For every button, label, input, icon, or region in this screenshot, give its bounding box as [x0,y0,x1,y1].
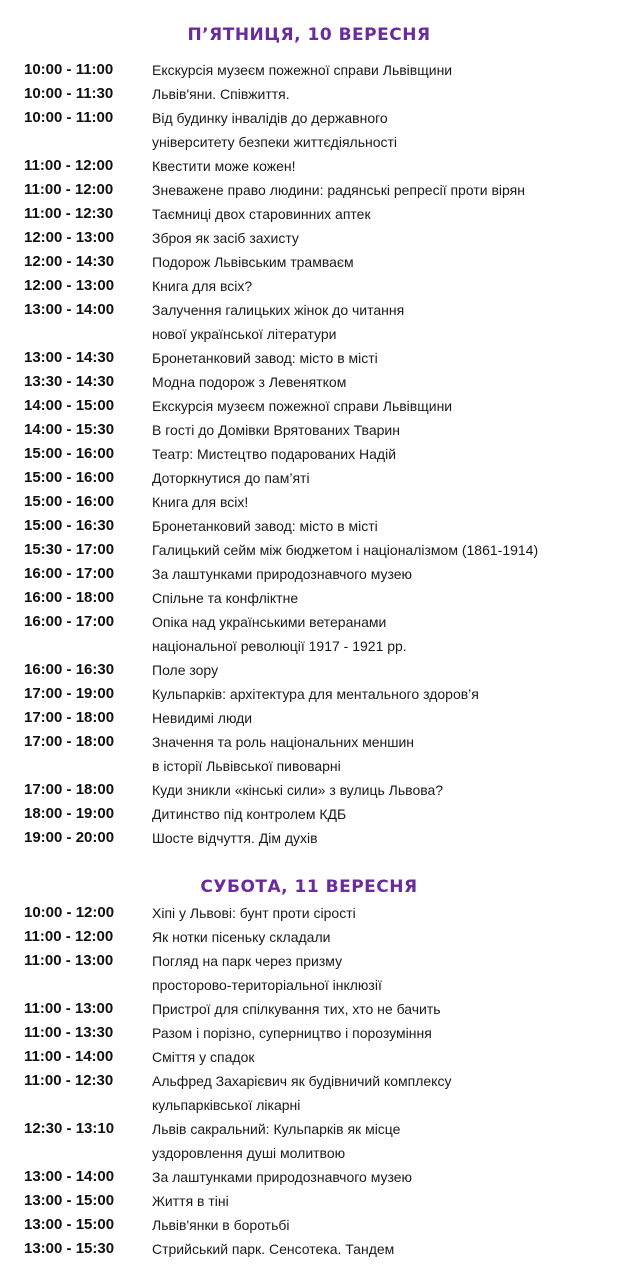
schedule-event [0,396,618,416]
event-title [152,492,618,512]
schedule-event [0,108,618,152]
event-title [152,1239,618,1259]
event-time: 10:00 - 11:00 [24,61,114,78]
schedule-event [0,612,618,656]
event-title-line: Доторкнутися до пам’яті [152,470,310,486]
event-title-line: Погляд на парк через призму [152,953,343,969]
event-time: 11:00 - 13:30 [24,1024,114,1041]
event-title [152,228,618,248]
event-time: 13:00 - 14:00 [24,301,115,318]
event-time: 16:00 - 17:00 [24,565,115,582]
schedule-event [0,927,618,947]
event-title-line: університету безпеки життєдіяльності [152,134,398,150]
schedule-event [0,444,618,464]
schedule-event [0,708,618,728]
event-title-line: Таємниці двох старовинних аптек [152,206,371,222]
event-title-line: Книга для всіх! [152,494,249,510]
event-time: 12:00 - 13:00 [24,229,115,246]
event-title [152,927,618,947]
event-title-line: Від будинку інвалідів до державного [152,110,388,126]
event-title-line: Життя в тіні [152,1193,229,1209]
schedule-event [0,228,618,248]
event-title [152,60,618,80]
event-title [152,1191,618,1211]
event-title [152,468,618,488]
schedule-event [0,420,618,440]
event-title [152,300,618,344]
schedule-event [0,204,618,224]
event-title [152,708,618,728]
event-title [152,732,618,776]
event-title-line: Бронетанковий завод: місто в місті [152,350,378,366]
event-title [152,108,618,152]
event-title-line: Кульпарків: архітектура для ментального здоров’я [152,686,479,702]
schedule-event [0,516,618,536]
event-title-line: Значення та роль національних меншин [152,734,415,750]
event-title [152,420,618,440]
schedule-event [0,564,618,584]
schedule-event [0,780,618,800]
event-time: 12:00 - 13:00 [24,277,115,294]
event-title-line: Стрийський парк. Сенсотека. Тандем [152,1241,395,1257]
schedule-list-friday [0,60,618,852]
event-title-line: Екскурсія музеєм пожежної справи Львівщини [152,398,453,414]
event-time: 11:00 - 12:30 [24,1072,114,1089]
event-time: 13:00 - 14:00 [24,1168,115,1185]
event-time: 15:00 - 16:30 [24,517,115,534]
event-title [152,999,618,1019]
event-time: 13:30 - 14:30 [24,373,115,390]
schedule-event [0,828,618,848]
event-time: 11:00 - 13:00 [24,1000,114,1017]
event-time: 10:00 - 11:00 [24,109,114,126]
event-title [152,516,618,536]
schedule-event [0,468,618,488]
event-title-line: Альфред Захарієвич як будівничий комплексу [152,1073,452,1089]
event-title-line: Театр: Мистецтво подарованих Надій [152,446,397,462]
event-title-line: Квестити може кожен! [152,158,296,174]
event-time: 11:00 - 12:00 [24,181,114,198]
event-title [152,156,618,176]
schedule-list-saturday [0,903,618,1263]
schedule-event [0,156,618,176]
event-title-line: Разом і порізно, суперництво і порозуміння [152,1025,432,1041]
event-title-line: Поле зору [152,662,219,678]
event-title-line: просторово-територіальної інклюзії [152,977,382,993]
event-title [152,204,618,224]
event-time: 11:00 - 12:30 [24,205,114,222]
schedule-event [0,1071,618,1115]
event-title-line: Книга для всіх? [152,278,253,294]
event-time: 12:00 - 14:30 [24,253,115,270]
event-time: 13:00 - 14:30 [24,349,115,366]
event-time: 18:00 - 19:00 [24,805,115,822]
schedule-event [0,732,618,776]
event-title-line: За лаштунками природознавчого музею [152,1169,413,1185]
event-time: 17:00 - 18:00 [24,709,115,726]
event-title [152,348,618,368]
event-time: 14:00 - 15:00 [24,397,115,414]
event-time: 11:00 - 12:00 [24,157,114,174]
event-title-line: Дитинство під контролем КДБ [152,806,347,822]
event-time: 19:00 - 20:00 [24,829,115,846]
event-title [152,780,618,800]
event-time: 14:00 - 15:30 [24,421,115,438]
event-time: 11:00 - 13:00 [24,952,114,969]
schedule-event [0,588,618,608]
schedule-event [0,252,618,272]
event-title-line: Львів сакральний: Кульпарків як місце [152,1121,401,1137]
event-title-line: національної революції 1917 - 1921 рр. [152,638,407,654]
event-title [152,951,618,995]
schedule-event [0,300,618,344]
event-title [152,1119,618,1163]
event-time: 13:00 - 15:00 [24,1192,115,1209]
event-title-line: Зброя як засіб захисту [152,230,299,246]
event-title-line: Залучення галицьких жінок до читання [152,302,405,318]
event-title-line: кульпарківської лікарні [152,1097,301,1113]
event-title [152,180,618,200]
day-heading-saturday: СУБОТА, 11 ВЕРЕСНЯ [200,877,418,897]
event-time: 16:00 - 16:30 [24,661,115,678]
event-title [152,564,618,584]
event-title-line: Сміття у спадок [152,1049,255,1065]
schedule-event [0,999,618,1019]
schedule-event [0,684,618,704]
schedule-event [0,903,618,923]
event-title [152,1215,618,1235]
event-time: 17:00 - 19:00 [24,685,115,702]
event-title-line: Куди зникли «кінські сили» з вулиць Львова? [152,782,444,798]
event-time: 17:00 - 18:00 [24,781,115,798]
event-time: 11:00 - 12:00 [24,928,114,945]
event-time: 15:00 - 16:00 [24,493,115,510]
schedule-event [0,276,618,296]
schedule-event [0,1047,618,1067]
event-title [152,444,618,464]
event-title-line: В гості до Домівки Врятованих Тварин [152,422,400,438]
event-title [152,1071,618,1115]
event-title-line: Хіпі у Львові: бунт проти сірості [152,905,356,921]
event-time: 11:00 - 14:00 [24,1048,114,1065]
schedule-event [0,1119,618,1163]
event-title-line: уздоровлення душі молитвою [152,1145,346,1161]
event-title [152,1167,618,1187]
schedule-event [0,60,618,80]
schedule-event [0,804,618,824]
event-title [152,684,618,704]
event-time: 15:30 - 17:00 [24,541,115,558]
event-time: 13:00 - 15:00 [24,1216,115,1233]
event-time: 10:00 - 11:30 [24,85,114,102]
schedule-event [0,1167,618,1187]
event-time: 15:00 - 16:00 [24,445,115,462]
event-time: 17:00 - 18:00 [24,733,115,750]
event-title-line: Шосте відчуття. Дім духів [152,830,318,846]
event-title-line: Як нотки пісеньку складали [152,929,331,945]
schedule-event [0,1023,618,1043]
event-title [152,903,618,923]
event-title [152,660,618,680]
event-title [152,804,618,824]
schedule-event [0,951,618,995]
event-title [152,1023,618,1043]
event-time: 10:00 - 12:00 [24,904,115,921]
event-title-line: Модна подорож з Левенятком [152,374,347,390]
event-title-line: Екскурсія музеєм пожежної справи Львівщини [152,62,453,78]
event-title-line: Спільне та конфліктне [152,590,299,606]
event-time: 16:00 - 17:00 [24,613,115,630]
event-title-line: Львів'яни. Співжиття. [152,86,290,102]
event-title-line: Подорож Львівським трамваєм [152,254,354,270]
event-title-line: Галицький сейм між бюджетом і націоналізмом (1861-1914) [152,542,539,558]
schedule-event [0,1191,618,1211]
schedule-event [0,660,618,680]
event-title [152,252,618,272]
event-title [152,612,618,656]
event-title-line: Невидимі люди [152,710,253,726]
event-title [152,1047,618,1067]
event-title-line: Опіка над українськими ветеранами [152,614,387,630]
event-title-line: Львів'янки в боротьбі [152,1217,290,1233]
schedule-event [0,372,618,392]
event-time: 15:00 - 16:00 [24,469,115,486]
schedule-event [0,492,618,512]
event-title-line: нової української літератури [152,326,337,342]
event-title [152,372,618,392]
event-title-line: в історії Львівської пивоварні [152,758,341,774]
event-title [152,84,618,104]
event-title-line: Зневажене право людини: радянські репресії проти вірян [152,182,525,198]
event-time: 16:00 - 18:00 [24,589,115,606]
event-title [152,828,618,848]
event-title-line: За лаштунками природознавчого музею [152,566,413,582]
schedule-event [0,180,618,200]
day-heading-friday: П’ЯТНИЦЯ, 10 ВЕРЕСНЯ [187,25,431,45]
schedule-event [0,1215,618,1235]
event-time: 13:00 - 15:30 [24,1240,115,1257]
schedule-event [0,84,618,104]
schedule-event [0,540,618,560]
schedule-event [0,1239,618,1259]
event-time: 12:30 - 13:10 [24,1120,115,1137]
event-title [152,276,618,296]
event-title [152,588,618,608]
event-title [152,396,618,416]
schedule-event [0,348,618,368]
event-title-line: Пристрої для спілкування тих, хто не бачить [152,1001,441,1017]
event-title-line: Бронетанковий завод: місто в місті [152,518,378,534]
event-title [152,540,618,560]
